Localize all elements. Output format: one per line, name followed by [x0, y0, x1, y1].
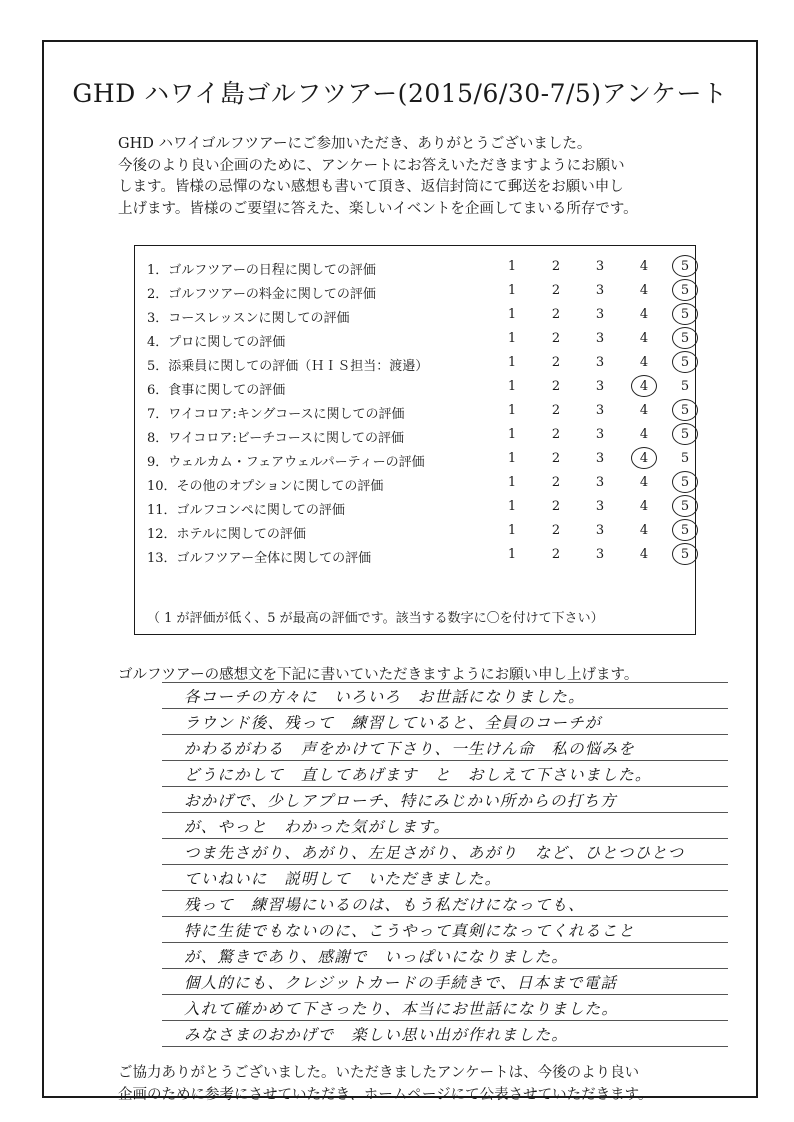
rating-option[interactable]: 2 [551, 499, 561, 514]
rating-option[interactable]: 2 [551, 259, 561, 274]
handwritten-line: が、驚きであり、感謝で いっぱいになりました。 [184, 948, 569, 966]
rating-label: 11．ゴルフコンペに関しての評価 [147, 503, 345, 518]
rating-row [135, 496, 695, 520]
rating-option[interactable]: 4 [639, 259, 649, 274]
rating-option[interactable]: 5 [680, 547, 690, 562]
ruled-line [162, 1020, 728, 1021]
rating-option[interactable]: 1 [507, 379, 517, 394]
selected-circle [672, 279, 698, 301]
rating-option[interactable]: 1 [507, 403, 517, 418]
rating-option[interactable]: 2 [551, 427, 561, 442]
rating-row [135, 304, 695, 328]
selected-circle [631, 375, 657, 397]
selected-circle [672, 399, 698, 421]
rating-option[interactable]: 2 [551, 403, 561, 418]
rating-option[interactable]: 4 [639, 331, 649, 346]
intro-line: します。皆様の忌憚のない感想も書いて頂き、返信封筒にて郵送をお願い申し [118, 179, 624, 195]
rating-option[interactable]: 1 [507, 499, 517, 514]
handwritten-line: 入れて確かめて下さったり、本当にお世話になりました。 [184, 1000, 619, 1018]
rating-option[interactable]: 4 [639, 499, 649, 514]
rating-label: 6．食事に関しての評価 [147, 383, 286, 398]
rating-label: 2．ゴルフツアーの料金に関しての評価 [147, 287, 376, 302]
rating-option[interactable]: 2 [551, 547, 561, 562]
selected-circle [672, 495, 698, 517]
rating-row [135, 448, 695, 472]
rating-option[interactable]: 1 [507, 355, 517, 370]
rating-option[interactable]: 2 [551, 283, 561, 298]
rating-option[interactable]: 4 [639, 427, 649, 442]
ruled-line [162, 994, 728, 995]
rating-option[interactable]: 5 [680, 451, 690, 466]
rating-row [135, 544, 695, 568]
rating-option[interactable]: 1 [507, 523, 517, 538]
closing-text [118, 1062, 652, 1106]
rating-option[interactable]: 5 [680, 259, 690, 274]
ruled-line [162, 812, 728, 813]
rating-row [135, 472, 695, 496]
rating-option[interactable]: 3 [595, 355, 605, 370]
handwritten-line: つま先さがり、あがり、左足さがり、あがり など、ひとつひとつ [184, 844, 685, 862]
rating-option[interactable]: 2 [551, 379, 561, 394]
selected-circle [672, 471, 698, 493]
handwritten-line: ラウンド後、残って 練習していると、全員のコーチが [184, 714, 602, 732]
rating-option[interactable]: 3 [595, 499, 605, 514]
ruled-line [162, 864, 728, 865]
handwritten-line: が、やっと わかった気がします。 [184, 818, 450, 836]
handwritten-line: かわるがわる 声をかけて下さり、一生けん命 私の悩みを [184, 740, 635, 758]
rating-option[interactable]: 2 [551, 331, 561, 346]
ruled-line [162, 786, 728, 787]
rating-option[interactable]: 5 [680, 283, 690, 298]
rating-note: （ 1 が評価が低く、5 が最高の評価です。該当する数字に〇を付けて下さい） [147, 611, 604, 626]
selected-circle [672, 351, 698, 373]
rating-option[interactable]: 3 [595, 331, 605, 346]
ruled-line [162, 760, 728, 761]
rating-label: 9．ウェルカム・フェアウェルパーティーの評価 [147, 455, 425, 470]
rating-row [135, 424, 695, 448]
rating-option[interactable]: 1 [507, 307, 517, 322]
rating-row [135, 520, 695, 544]
rating-row [135, 400, 695, 424]
rating-option[interactable]: 4 [639, 403, 649, 418]
ruled-line [162, 942, 728, 943]
intro-line: GHD ハワイゴルフツアーにご参加いただき、ありがとうございました。 [118, 136, 592, 152]
rating-label: 4．プロに関しての評価 [147, 335, 286, 350]
rating-option[interactable]: 1 [507, 331, 517, 346]
ruled-line [162, 708, 728, 709]
ruled-line [162, 1046, 728, 1047]
handwritten-line: おかげで、少しアプローチ、特にみじかい所からの打ち方 [184, 792, 617, 810]
rating-row [135, 376, 695, 400]
rating-option[interactable]: 2 [551, 307, 561, 322]
closing-line: ご協力ありがとうございました。いただきましたアンケートは、今後のより良い [118, 1065, 640, 1081]
rating-label: 12．ホテルに関しての評価 [147, 527, 306, 542]
rating-option[interactable]: 2 [551, 451, 561, 466]
rating-option[interactable]: 4 [639, 307, 649, 322]
rating-label: 1．ゴルフツアーの日程に関しての評価 [147, 263, 376, 278]
ruled-line [162, 890, 728, 891]
ruled-line [162, 838, 728, 839]
rating-option[interactable]: 3 [595, 475, 605, 490]
rating-option[interactable]: 3 [595, 451, 605, 466]
rating-label: 8．ワイコロア:ビーチコースに関しての評価 [147, 431, 405, 446]
handwritten-line: どうにかして 直してあげます と おしえて下さいました。 [184, 766, 652, 784]
rating-option[interactable]: 5 [680, 523, 690, 538]
ruled-line [162, 916, 728, 917]
rating-option[interactable]: 4 [639, 283, 649, 298]
rating-option[interactable]: 5 [680, 403, 690, 418]
rating-option[interactable]: 2 [551, 475, 561, 490]
rating-option[interactable]: 1 [507, 475, 517, 490]
rating-option[interactable]: 2 [551, 523, 561, 538]
rating-option[interactable]: 4 [639, 547, 649, 562]
rating-option[interactable]: 4 [639, 379, 649, 394]
rating-option[interactable]: 1 [507, 427, 517, 442]
selected-circle [672, 255, 698, 277]
rating-label: 3．コースレッスンに関しての評価 [147, 311, 350, 326]
rating-option[interactable]: 4 [639, 475, 649, 490]
handwritten-line: みなさまのおかげで 楽しい思い出が作れました。 [184, 1026, 569, 1044]
rating-option[interactable]: 5 [680, 427, 690, 442]
rating-option[interactable]: 5 [680, 475, 690, 490]
rating-label: 13．ゴルフツアー全体に関しての評価 [147, 551, 372, 566]
rating-option[interactable]: 3 [595, 427, 605, 442]
selected-circle [672, 327, 698, 349]
selected-circle [672, 303, 698, 325]
intro-line: 上げます。皆様のご要望に答えた、楽しいイベントを企画してまいる所存です。 [118, 200, 638, 217]
rating-option[interactable]: 3 [595, 403, 605, 418]
selected-circle [672, 423, 698, 445]
rating-row [135, 352, 695, 376]
rating-option[interactable]: 3 [595, 379, 605, 394]
rating-label: 10．その他のオプションに関しての評価 [147, 479, 384, 494]
rating-option[interactable]: 1 [507, 283, 517, 298]
rating-row [135, 328, 695, 352]
rating-option[interactable]: 4 [639, 355, 649, 370]
ruled-line [162, 734, 728, 735]
rating-option[interactable]: 3 [595, 283, 605, 298]
rating-option[interactable]: 1 [507, 259, 517, 274]
selected-circle [631, 447, 657, 469]
rating-option[interactable]: 5 [680, 307, 690, 322]
rating-option[interactable]: 5 [680, 331, 690, 346]
ruled-line [162, 682, 728, 683]
comment-prompt: ゴルフツアーの感想文を下記に書いていただきますようにお願い申し上げます。 [118, 667, 639, 683]
rating-option[interactable]: 5 [680, 355, 690, 370]
rating-option[interactable]: 1 [507, 547, 517, 562]
survey-sheet [42, 40, 758, 1103]
rating-row [135, 256, 695, 280]
rating-option[interactable]: 3 [595, 307, 605, 322]
rating-option[interactable]: 4 [639, 523, 649, 538]
closing-line: 企画のために参考にさせていただき、ホームページにて公表させていただきます。 [118, 1087, 653, 1103]
handwritten-line: 各コーチの方々に いろいろ お世話になりました。 [184, 688, 585, 706]
rating-option[interactable]: 3 [595, 547, 605, 562]
rating-option[interactable]: 5 [680, 499, 690, 514]
selected-circle [672, 543, 698, 565]
handwritten-line: 個人的にも、クレジットカードの手続きで、日本まで電話 [184, 974, 618, 992]
rating-option[interactable]: 5 [680, 379, 690, 394]
rating-option[interactable]: 4 [639, 451, 649, 466]
rating-option[interactable]: 3 [595, 523, 605, 538]
handwritten-line: 特に生徒でもないのに、こうやって真剣になってくれること [184, 922, 635, 940]
rating-table [134, 245, 696, 635]
rating-label: 7．ワイコロア:キングコースに関しての評価 [147, 407, 405, 422]
comment-area [162, 682, 728, 1046]
handwritten-line: 残って 練習場にいるのは、もう私だけになっても、 [184, 896, 585, 914]
handwritten-line: ていねいに 説明して いただきました。 [184, 870, 502, 888]
intro-line: 今後のより良い企画のために、アンケートにお答えいただきますようにお願い [118, 157, 625, 174]
ruled-line [162, 968, 728, 969]
rating-option[interactable]: 1 [507, 451, 517, 466]
rating-option[interactable]: 3 [595, 259, 605, 274]
page-title: GHD ハワイ島ゴルフツアー(2015/6/30-7/5)アンケート [72, 79, 728, 108]
rating-row [135, 280, 695, 304]
selected-circle [672, 519, 698, 541]
intro-text [118, 134, 718, 220]
rating-label: 5．添乗員に関しての評価（ＨＩＳ担当：渡邉） [147, 359, 429, 374]
rating-option[interactable]: 2 [551, 355, 561, 370]
